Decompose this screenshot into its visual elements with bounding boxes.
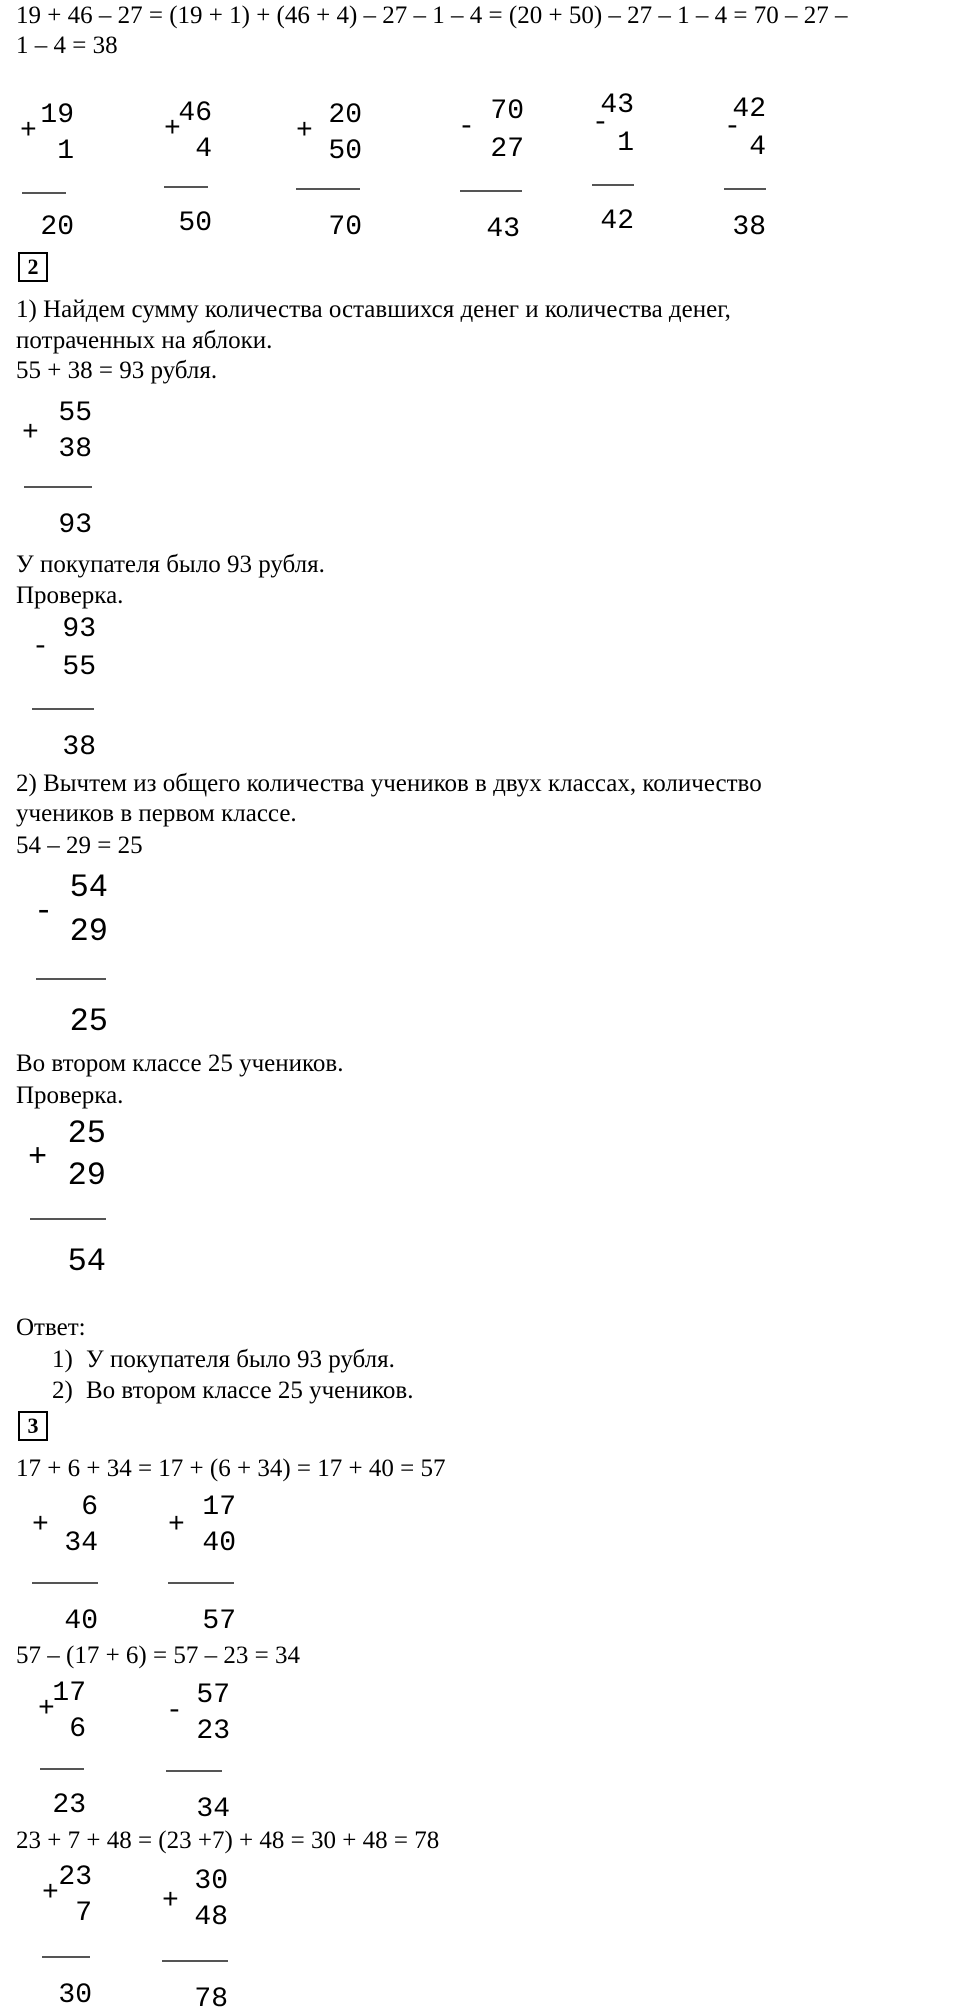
column-result: 54 (67, 1243, 106, 1280)
column-arithmetic (26, 614, 106, 763)
operator-sign: + (296, 116, 313, 147)
operand-bottom: 29 (67, 1157, 106, 1194)
column-result: 38 (62, 732, 96, 763)
column-arithmetic (458, 96, 528, 245)
operand-bottom: 29 (69, 913, 108, 950)
result-line (30, 1218, 106, 1220)
column-arithmetic (18, 100, 78, 243)
operand-bottom: 48 (194, 1902, 228, 1933)
column-arithmetic (590, 90, 650, 237)
result-line (724, 188, 766, 190)
result-line (592, 184, 634, 186)
answer-text: Во втором классе 25 учеников. (86, 1377, 414, 1404)
paragraph-line: 2) Вычтем из общего количества учеников в двух классах, количество (16, 770, 762, 797)
operator-sign: + (162, 1886, 179, 1917)
check-label: Проверка. (16, 582, 124, 609)
operator-sign: - (166, 1696, 183, 1727)
column-result: 78 (194, 1984, 228, 2015)
equation-line: 19 + 46 – 27 = (19 + 1) + (46 + 4) – 27 – 1 – 4 = (20 + 50) – 27 – 1 – 4 = 70 – 27 – (16, 2, 848, 29)
operator-sign: + (20, 116, 37, 147)
operand-top: 19 (40, 100, 74, 131)
column-result: 30 (58, 1980, 92, 2011)
result-line (32, 1582, 98, 1584)
column-arithmetic (22, 400, 102, 540)
operand-top: 46 (178, 98, 212, 129)
check-label: Проверка. (16, 1082, 124, 1109)
operator-sign: + (22, 418, 39, 449)
column-result: 50 (178, 208, 212, 239)
operand-bottom: 40 (202, 1528, 236, 1559)
equation-line: 1 – 4 = 38 (16, 32, 118, 59)
column-result: 38 (732, 212, 766, 243)
operand-bottom: 4 (749, 132, 766, 163)
result-line (164, 186, 208, 188)
column-result: 70 (328, 212, 362, 243)
operand-top: 55 (58, 398, 92, 429)
result-sentence: Во втором классе 25 учеников. (16, 1050, 344, 1077)
result-line (296, 188, 360, 190)
column-result: 23 (52, 1790, 86, 1821)
operator-sign: + (168, 1510, 185, 1541)
column-result: 93 (58, 510, 92, 541)
result-sentence: У покупателя было 93 рубля. (16, 551, 325, 578)
column-arithmetic (30, 1492, 110, 1637)
operand-bottom: 1 (617, 128, 634, 159)
operand-top: 43 (600, 90, 634, 121)
column-arithmetic (296, 100, 366, 243)
operator-sign: - (458, 112, 475, 143)
task-number-box: 3 (18, 1411, 48, 1441)
result-line (168, 1582, 234, 1584)
result-line (24, 486, 92, 488)
result-line (40, 1768, 84, 1770)
operand-bottom: 7 (75, 1898, 92, 1929)
column-arithmetic (164, 1680, 244, 1825)
operator-sign: - (592, 108, 609, 139)
equation-line: 55 + 38 = 93 рубля. (16, 357, 218, 384)
result-line (36, 978, 106, 980)
operand-top: 54 (69, 869, 108, 906)
operand-bottom: 1 (57, 136, 74, 167)
result-line (42, 1956, 90, 1958)
equation-line: 23 + 7 + 48 = (23 +7) + 48 = 30 + 48 = 78 (16, 1827, 440, 1854)
column-arithmetic (160, 1866, 240, 2015)
operand-top: 6 (81, 1492, 98, 1523)
paragraph-line: 1) Найдем сумму количества оставшихся денег и количества денег, (16, 296, 731, 323)
operand-bottom: 4 (195, 134, 212, 165)
operand-top: 20 (328, 100, 362, 131)
answer-marker: 2) (52, 1377, 73, 1404)
operand-top: 93 (62, 614, 96, 645)
operand-top: 42 (732, 94, 766, 125)
operator-sign: + (32, 1510, 49, 1541)
operand-top: 30 (194, 1866, 228, 1897)
column-arithmetic (40, 1862, 110, 2011)
column-arithmetic (34, 869, 124, 1042)
column-arithmetic (162, 100, 222, 240)
operand-top: 70 (490, 96, 524, 127)
operator-sign: + (42, 1878, 59, 1909)
column-arithmetic (168, 1492, 248, 1637)
equation-line: 57 – (17 + 6) = 57 – 23 = 34 (16, 1642, 300, 1669)
operand-bottom: 34 (64, 1528, 98, 1559)
column-arithmetic (28, 1115, 118, 1288)
answer-text: У покупателя было 93 рубля. (86, 1346, 395, 1373)
operator-sign: + (38, 1694, 55, 1725)
operand-bottom: 38 (58, 434, 92, 465)
column-arithmetic (36, 1680, 106, 1820)
column-result: 43 (486, 214, 520, 245)
operator-sign: + (164, 114, 181, 145)
answer-label: Ответ: (16, 1314, 86, 1341)
operand-top: 25 (67, 1115, 106, 1152)
result-line (166, 1770, 222, 1772)
equation-line: 17 + 6 + 34 = 17 + (6 + 34) = 17 + 40 = 57 (16, 1455, 446, 1482)
operand-bottom: 6 (69, 1714, 86, 1745)
operand-bottom: 23 (196, 1716, 230, 1747)
column-arithmetic (722, 94, 782, 243)
column-result: 25 (69, 1003, 108, 1040)
result-line (162, 1960, 228, 1962)
column-result: 20 (40, 212, 74, 243)
result-line (32, 708, 94, 710)
answer-marker: 1) (52, 1346, 73, 1373)
column-result: 34 (196, 1794, 230, 1825)
column-result: 57 (202, 1606, 236, 1637)
operator-sign: - (32, 632, 49, 663)
paragraph-line: учеников в первом классе. (16, 800, 297, 827)
operand-bottom: 27 (490, 134, 524, 165)
operand-top: 17 (52, 1678, 86, 1709)
paragraph-line: потраченных на яблоки. (16, 327, 273, 354)
operand-top: 57 (196, 1680, 230, 1711)
task-number-box: 2 (18, 252, 48, 282)
result-line (22, 192, 66, 194)
operand-top: 17 (202, 1492, 236, 1523)
column-result: 40 (64, 1606, 98, 1637)
operator-sign: + (28, 1139, 48, 1176)
operator-sign: - (724, 112, 741, 143)
operand-top: 23 (58, 1862, 92, 1893)
result-line (460, 190, 522, 192)
column-result: 42 (600, 206, 634, 237)
equation-line: 54 – 29 = 25 (16, 832, 143, 859)
operand-bottom: 55 (62, 652, 96, 683)
operator-sign: - (34, 893, 54, 930)
operand-bottom: 50 (328, 136, 362, 167)
